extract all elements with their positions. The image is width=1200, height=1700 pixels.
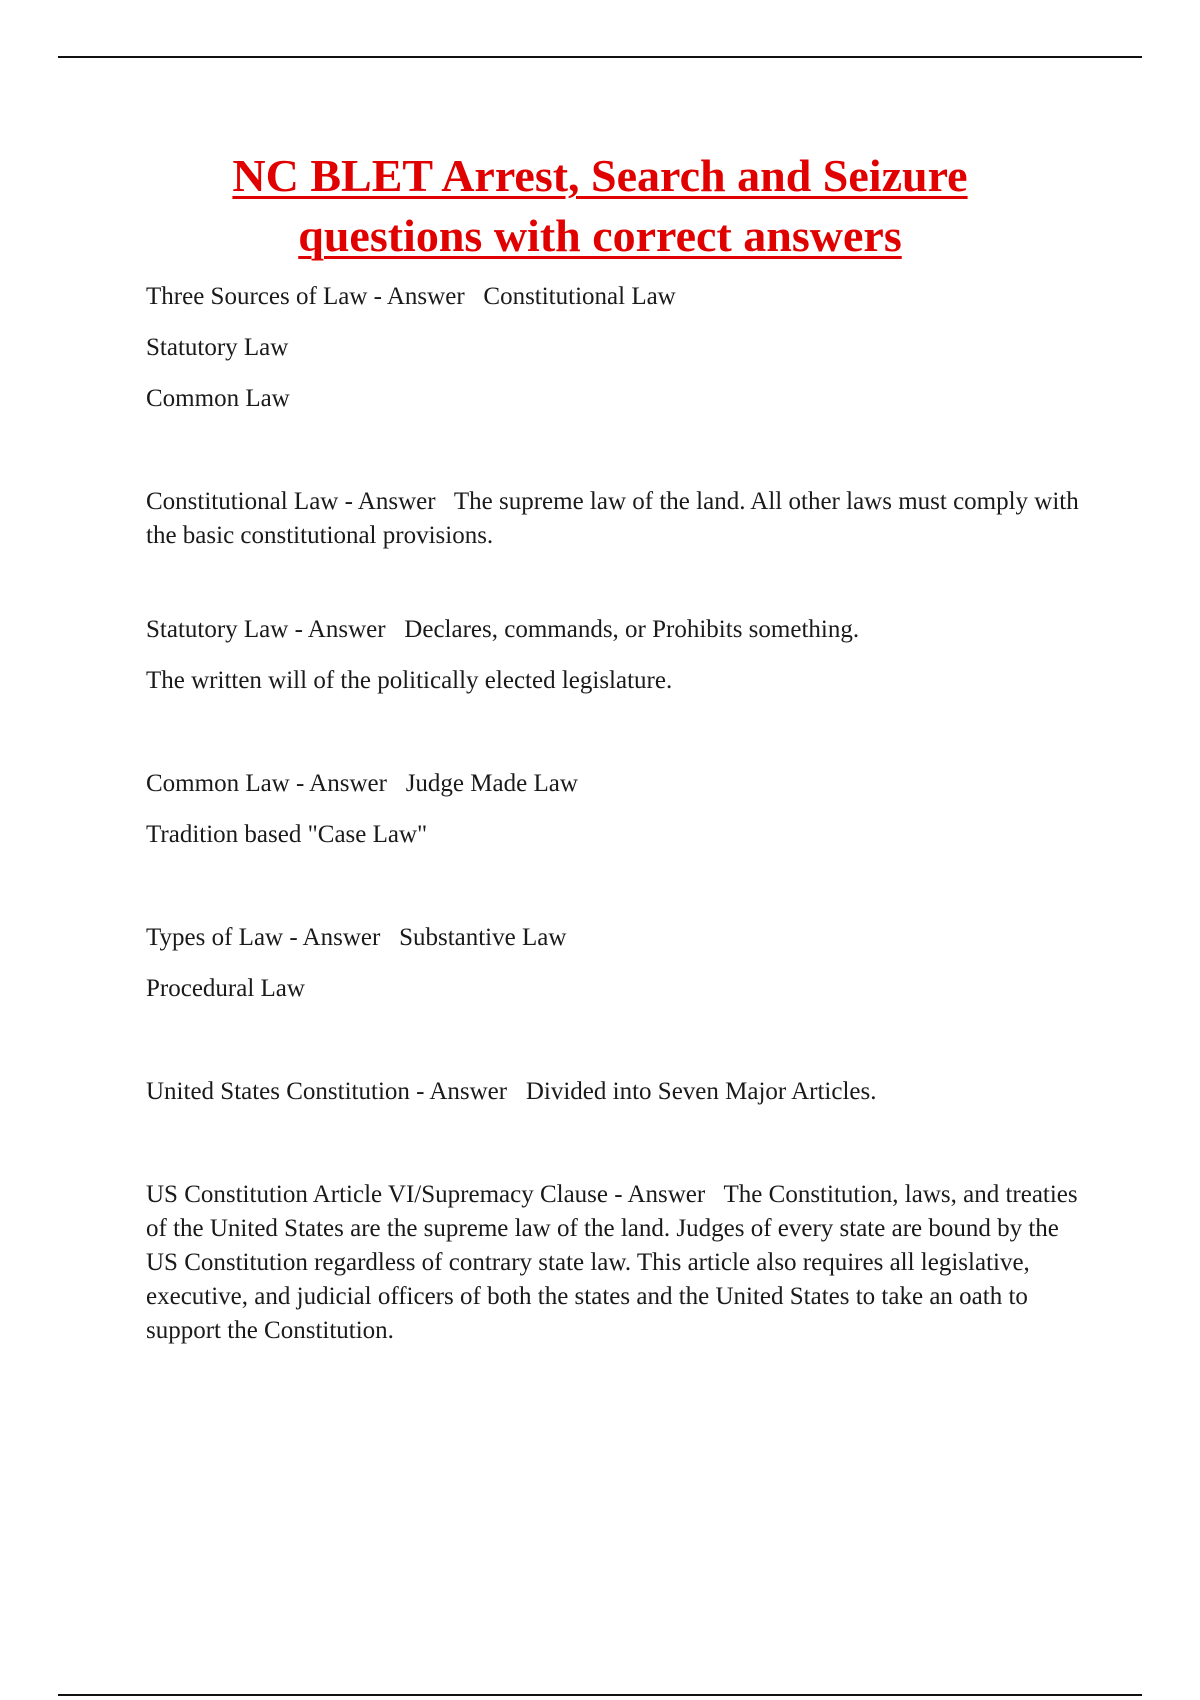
title-line-2: questions with correct answers: [298, 210, 902, 261]
qa-list: [146, 280, 1096, 1348]
answer-text: Declares, commands, or Prohibits something.: [404, 616, 860, 643]
qa-item: [146, 485, 1096, 553]
bottom-rule: [58, 1694, 1142, 1696]
answer-extra: Procedural Law: [146, 975, 305, 1002]
qa-line: [146, 613, 1096, 647]
question-text: Common Law - Answer: [146, 770, 387, 797]
answer-text: Substantive Law: [399, 924, 567, 951]
qa-line: [146, 1075, 1096, 1109]
question-text: United States Constitution - Answer: [146, 1078, 508, 1105]
question-text: Types of Law - Answer: [146, 924, 381, 951]
answer-text: Divided into Seven Major Articles.: [525, 1078, 877, 1105]
answer-text: The supreme law of the land. All other laws must comply with the basic constitutional provisions.: [146, 488, 1086, 549]
qa-line: [146, 767, 1096, 801]
answer-text: Judge Made Law: [405, 770, 578, 797]
qa-item: [146, 1178, 1096, 1348]
question-text: Statutory Law - Answer: [146, 616, 386, 643]
qa-line: [146, 921, 1096, 955]
document-title: [80, 146, 1120, 266]
top-rule: [58, 56, 1142, 58]
answer-text: Constitutional Law: [483, 283, 676, 310]
qa-item: [146, 1075, 1096, 1109]
answer-extra: Statutory Law: [146, 334, 289, 361]
qa-item: [146, 280, 1096, 416]
question-text: Three Sources of Law - Answer: [146, 283, 465, 310]
title-line-1: NC BLET Arrest, Search and Seizure: [232, 150, 968, 201]
answer-extra: The written will of the politically elected legislature.: [146, 667, 673, 694]
qa-item: [146, 921, 1096, 1006]
answer-extra: Tradition based "Case Law": [146, 821, 428, 848]
question-text: Constitutional Law - Answer: [146, 488, 436, 515]
qa-paragraph: [146, 485, 1096, 553]
question-text: US Constitution Article VI/Supremacy Clause - Answer: [146, 1181, 706, 1208]
qa-item: [146, 767, 1096, 852]
qa-line: [146, 280, 1096, 314]
answer-extra: Common Law: [146, 385, 290, 412]
answer-text: The Constitution, laws, and treaties of the United States are the supreme law of the land. Judges of every state are bound by the US Constitution regardless of contrary state law. This article also requires all legislative, executive, and judicial officers of both the states and the United States to take an oath to support the Constitution.: [146, 1181, 1084, 1344]
qa-item: [146, 613, 1096, 698]
qa-paragraph: [146, 1178, 1096, 1348]
